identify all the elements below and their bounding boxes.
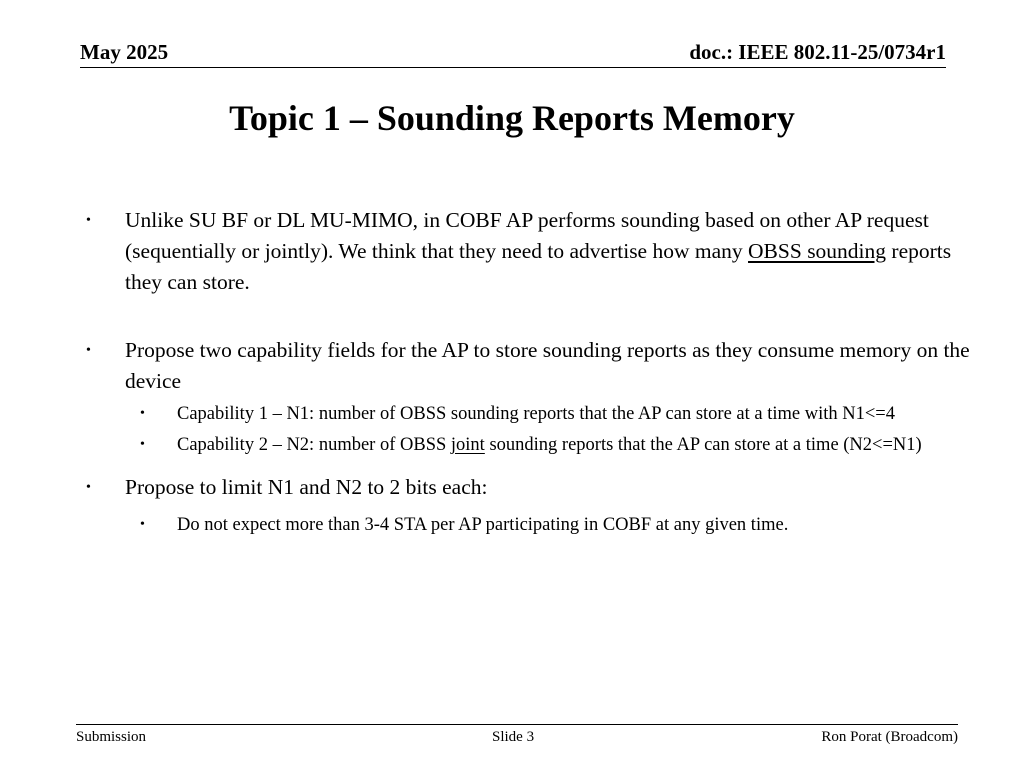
header-divider bbox=[80, 67, 946, 68]
sub-bullet-2-2-text: Capability 2 – N2: number of OBSS bbox=[177, 435, 451, 455]
bullet-2-text: Propose two capability fields for the AP to store sounding reports as they consume memory on the device bbox=[125, 338, 970, 393]
sub-bullet-2-2-underlined-text: joint bbox=[450, 435, 485, 455]
bullet-item-2 bbox=[84, 335, 979, 397]
bullet-3-text: Propose to limit N1 and N2 to 2 bits each: bbox=[125, 475, 488, 499]
bullet-icon: • bbox=[86, 213, 91, 228]
bullet-item-1 bbox=[84, 205, 979, 298]
sub-bullet-2-1 bbox=[84, 400, 979, 428]
slide-body bbox=[84, 205, 979, 539]
bullet-icon: • bbox=[86, 343, 91, 358]
footer-divider bbox=[76, 724, 958, 725]
sub-bullet-2-2 bbox=[84, 431, 979, 459]
bullet-1-text: Unlike SU BF or DL MU-MIMO, in COBF AP performs sounding based on other AP request (sequentially or jointly). We think that they need to advertise how many bbox=[125, 208, 929, 263]
header-date: May 2025 bbox=[80, 40, 169, 64]
footer-slide-number: Slide 3 bbox=[492, 729, 535, 745]
sub-bullet-3-1-text: Do not expect more than 3-4 STA per AP participating in COBF at any given time. bbox=[177, 515, 789, 535]
header-doc-number: doc.: IEEE 802.11-25/0734r1 bbox=[689, 40, 946, 64]
bullet-icon: • bbox=[86, 480, 91, 495]
bullet-icon: • bbox=[140, 437, 145, 452]
sub-bullet-3-1 bbox=[84, 511, 979, 539]
sub-bullet-2-1-text: Capability 1 – N1: number of OBSS sounding reports that the AP can store at a time with N1<=4 bbox=[177, 404, 895, 424]
footer-author: Ron Porat (Broadcom) bbox=[821, 729, 958, 745]
bullet-icon: • bbox=[140, 406, 145, 421]
bullet-icon: • bbox=[140, 517, 145, 532]
sub-bullet-2-2-text-end: sounding reports that the AP can store at a time (N2<=N1) bbox=[484, 435, 922, 455]
slide-title: Topic 1 – Sounding Reports Memory bbox=[229, 98, 795, 138]
footer-submission: Submission bbox=[76, 729, 147, 745]
bullet-1-text-end: reports they can store. bbox=[125, 239, 952, 294]
bullet-1-underlined-text: OBSS sounding bbox=[748, 239, 887, 263]
bullet-item-3 bbox=[84, 472, 979, 503]
